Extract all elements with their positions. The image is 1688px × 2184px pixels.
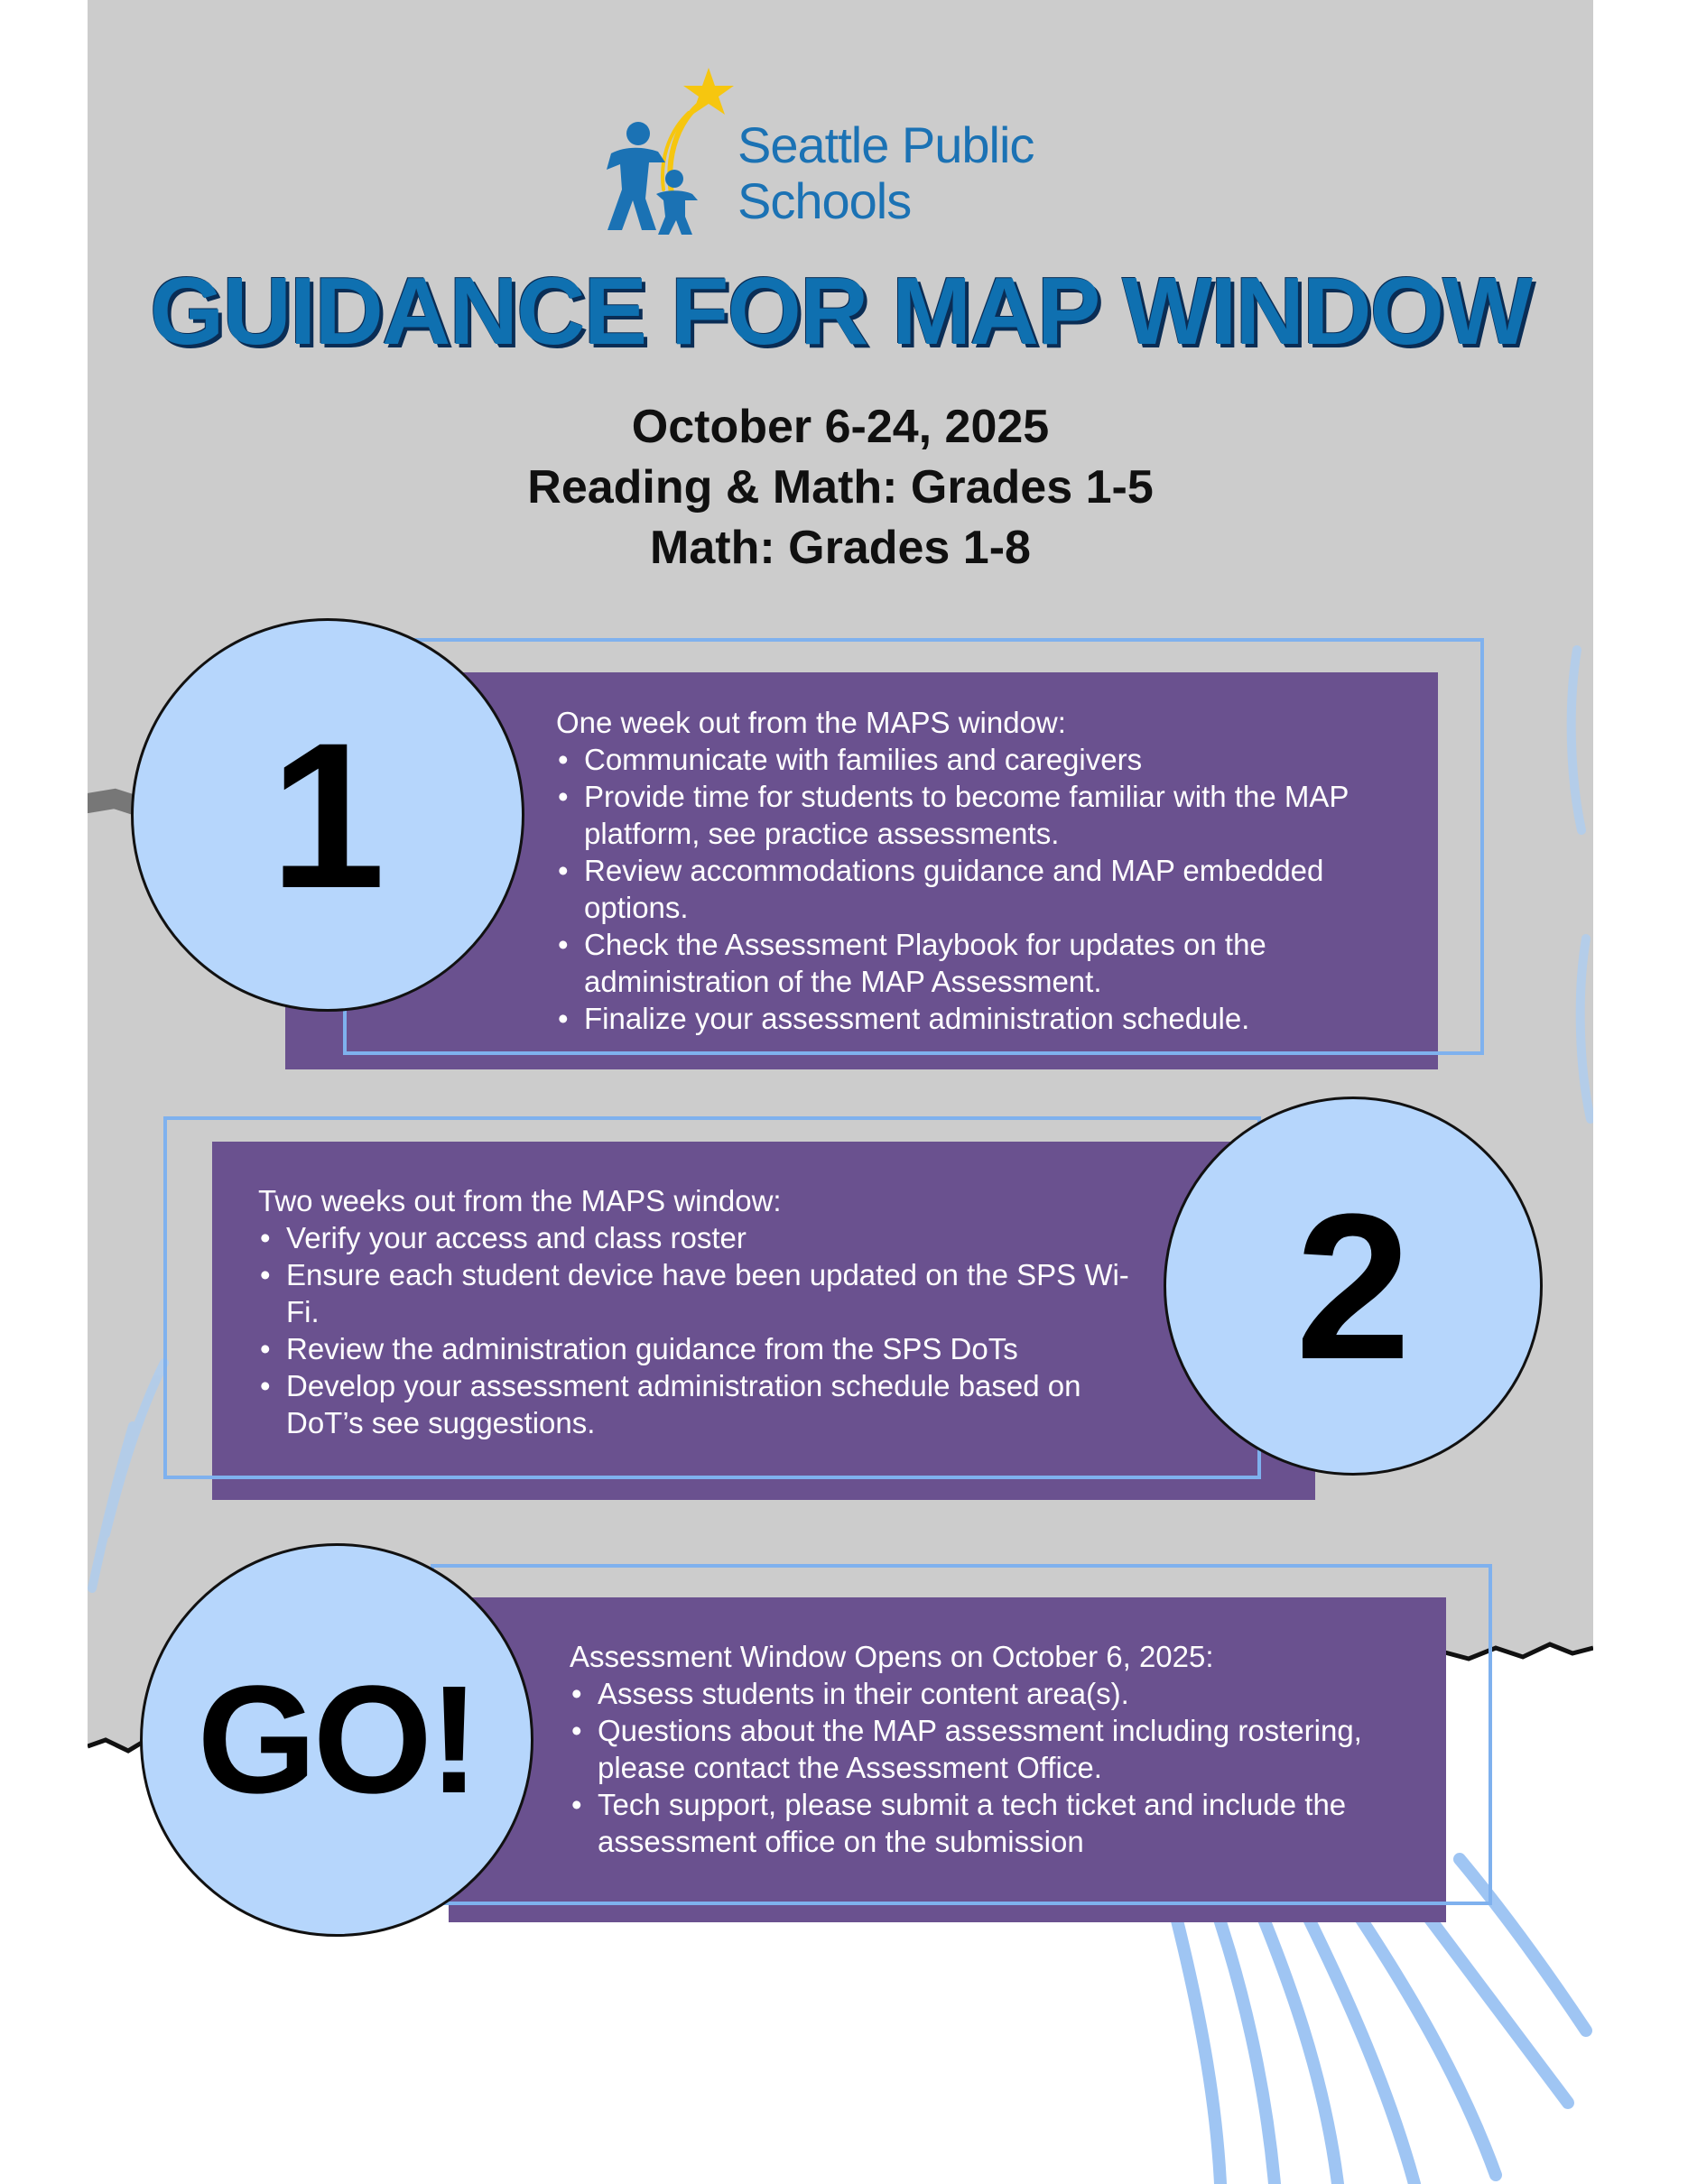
section-1-badge: 1 <box>131 618 524 1012</box>
list-item: • Tech support, please submit a tech ticket and include the assessment office on the submission <box>570 1786 1410 1860</box>
list-item: • Finalize your assessment administration schedule. <box>556 1000 1402 1037</box>
list-item: • Provide time for students to become familiar with the MAP platform, see practice assessments. <box>556 778 1402 852</box>
section-2-outline <box>163 1116 1261 1479</box>
list-item: • Check the Assessment Playbook for updates on the administration of the MAP Assessment. <box>556 926 1402 1000</box>
section-2-badge: 2 <box>1164 1097 1543 1476</box>
list-item: • Review accommodations guidance and MAP embedded options. <box>556 852 1402 926</box>
logo-wordmark <box>737 117 1034 229</box>
list-item: • Verify your access and class roster <box>258 1219 1153 1256</box>
list-item: • Communicate with families and caregivers <box>556 741 1402 778</box>
section-1-heading: One week out from the MAPS window: <box>556 706 1066 739</box>
list-item: • Questions about the MAP assessment including rostering, please contact the Assessment Office. <box>570 1712 1410 1786</box>
section-2-heading: Two weeks out from the MAPS window: <box>258 1184 782 1217</box>
section-3-outline <box>431 1564 1492 1905</box>
logo-line-2: Schools <box>737 172 912 229</box>
page-title: GUIDANCE FOR MAP WINDOW <box>149 258 1532 365</box>
subheads <box>88 397 1593 578</box>
date-range: October 6-24, 2025 <box>631 401 1050 453</box>
math-grades: Math: Grades 1-8 <box>650 522 1031 574</box>
list-item: • Develop your assessment administration schedule based on DoT’s see suggestions. <box>258 1367 1153 1441</box>
section-3-badge: GO! <box>140 1543 533 1937</box>
district-logo <box>602 63 1071 235</box>
list-item: • Assess students in their content area(s). <box>570 1675 1410 1712</box>
logo-figures-star-icon <box>602 63 756 235</box>
reading-math-grades: Reading & Math: Grades 1-5 <box>527 461 1154 514</box>
poster-background <box>88 0 1593 2184</box>
logo-line-1: Seattle Public <box>737 116 1034 173</box>
list-item: • Ensure each student device have been updated on the SPS Wi-Fi. <box>258 1256 1153 1330</box>
list-item: • Review the administration guidance from the SPS DoTs <box>258 1330 1153 1367</box>
section-3-heading: Assessment Window Opens on October 6, 2025: <box>570 1640 1214 1673</box>
